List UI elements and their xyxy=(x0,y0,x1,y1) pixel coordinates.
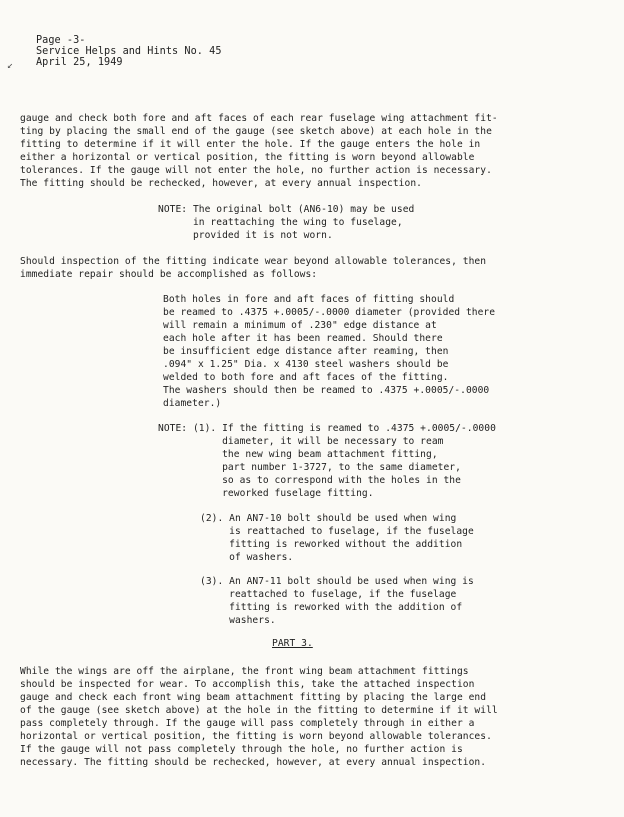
repair-line: The washers should then be reamed to .4375 +.0005/-.0000 xyxy=(163,385,490,396)
repair-line: .094" x 1.25" Dia. x 4130 steel washers should be xyxy=(163,359,449,370)
para3-line: necessary. The fitting should be rechecked, however, at every annual inspection. xyxy=(20,757,487,768)
para3-line: While the wings are off the airplane, the front wing beam attachment fittings xyxy=(20,666,469,677)
para3-line: gauge and check each front wing beam attachment fitting by placing the large end xyxy=(20,692,487,703)
note1-line: provided it is not worn. xyxy=(158,230,333,241)
repair-line: welded to both fore and aft faces of the fitting. xyxy=(163,372,449,383)
note2-2-line: of washers. xyxy=(200,552,294,563)
note2-2-line: (2). An AN7-10 bolt should be used when wing xyxy=(200,513,457,524)
repair-line: will remain a minimum of .230" edge distance at xyxy=(163,320,437,331)
para1-line: gauge and check both fore and aft faces of each rear fuselage wing attachment fit- xyxy=(20,113,498,124)
repair-line: each hole after it has been reamed. Should there xyxy=(163,333,443,344)
para1-line: fitting to determine if it will enter the hole. If the gauge enters the hole in xyxy=(20,139,481,150)
para3-line: should be inspected for wear. To accomplish this, take the attached inspection xyxy=(20,679,475,690)
margin-mark: ↙ xyxy=(7,60,14,71)
para1-line: tolerances. If the gauge will not enter the hole, no further action is necessary. xyxy=(20,165,492,176)
para2-line: immediate repair should be accomplished as follows: xyxy=(20,269,318,280)
para1-line: The fitting should be rechecked, however, at every annual inspection. xyxy=(20,178,422,189)
para1-line: either a horizontal or vertical position, the fitting is worn beyond allowable xyxy=(20,152,475,163)
document-date: April 25, 1949 xyxy=(36,57,123,68)
para3-line: of the gauge (see sketch above) at the hole in the fitting to determine if it will xyxy=(20,705,498,716)
part3-heading: PART 3. xyxy=(272,638,313,649)
note2-1-line: part number 1-3727, to the same diameter, xyxy=(158,462,461,473)
repair-line: diameter.) xyxy=(163,398,222,409)
page-number: Page -3- xyxy=(36,35,86,46)
para3-line: horizontal or vertical position, the fitting is worn beyond allowable tolerances. xyxy=(20,731,492,742)
note2-1-line: diameter, it will be necessary to ream xyxy=(158,436,444,447)
repair-line: Both holes in fore and aft faces of fitting should xyxy=(163,294,455,305)
note2-2-line: is reattached to fuselage, if the fuselage xyxy=(200,526,474,537)
note2-1-line: reworked fuselage fitting. xyxy=(158,488,374,499)
note2-2-line: fitting is reworked without the addition xyxy=(200,539,463,550)
repair-line: be insufficient edge distance after reaming, then xyxy=(163,346,449,357)
note2-1-line: so as to correspond with the holes in the xyxy=(158,475,461,486)
note2-3-line: washers. xyxy=(200,615,276,626)
para3-line: pass completely through. If the gauge will pass completely through in either a xyxy=(20,718,475,729)
note2-3-line: reattached to fuselage, if the fuselage xyxy=(200,589,457,600)
note2-3-line: (3). An AN7-11 bolt should be used when wing is xyxy=(200,576,474,587)
repair-line: be reamed to .4375 +.0005/-.0000 diameter (provided there xyxy=(163,307,496,318)
note1-line: NOTE: The original bolt (AN6-10) may be used xyxy=(158,204,415,215)
para2-line: Should inspection of the fitting indicate wear beyond allowable tolerances, then xyxy=(20,256,487,267)
note1-line: in reattaching the wing to fuselage, xyxy=(158,217,403,228)
para3-line: If the gauge will not pass completely through the hole, no further action is xyxy=(20,744,463,755)
note2-1-line: NOTE: (1). If the fitting is reamed to .4375 +.0005/-.0000 xyxy=(158,423,496,434)
note2-3-line: fitting is reworked with the addition of xyxy=(200,602,463,613)
para1-line: ting by placing the small end of the gauge (see sketch above) at each hole in the xyxy=(20,126,492,137)
document-title: Service Helps and Hints No. 45 xyxy=(36,46,222,57)
note2-1-line: the new wing beam attachment fitting, xyxy=(158,449,438,460)
